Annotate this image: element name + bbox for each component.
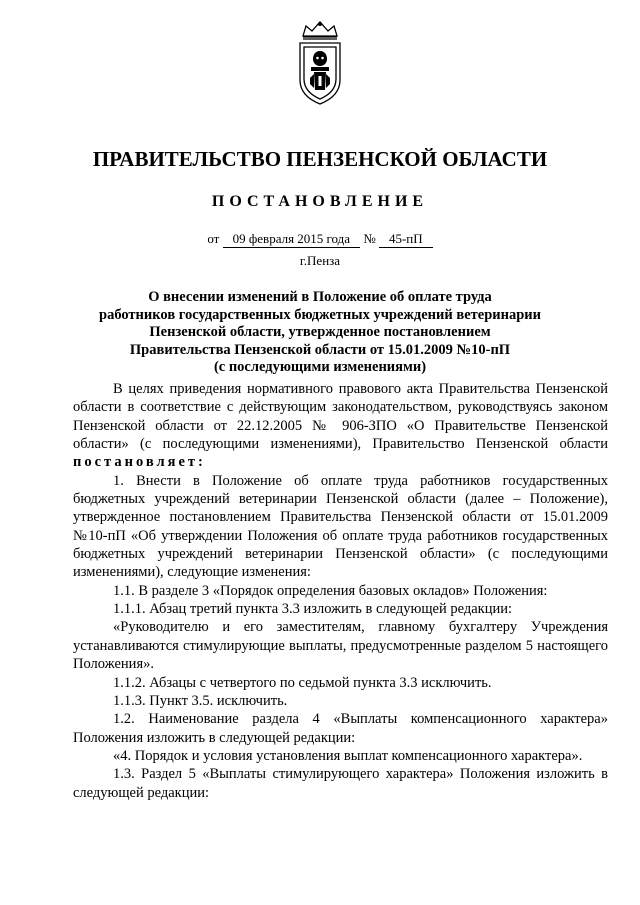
document-title (80, 289, 560, 377)
quoted-text: «4. Порядок и условия установления выплат компенсационного характера». (113, 747, 583, 764)
clause-1: 1. Внести в Положение об оплате труда работников государственных бюджетных учреждений ветеринарии Пензенской области (далее – Положение), утвержденное постановлением Правительства Пензенской области от 15.01.2009 №10-пП «Об утверждении Положения об оплате труда работников государственных бюджетных учреждений ветеринарии Пензенской области» (с последующими изменениями), следующие изменения: (73, 472, 608, 581)
document-number: 45-пП (379, 231, 433, 248)
clause-1-3: 1.3. Раздел 5 «Выплаты стимулирующего характера» Положения изложить в следующей редакции: (73, 766, 608, 801)
clause-1-1-2: 1.1.2. Абзацы с четвертого по седьмой пункта 3.3 исключить. (113, 674, 492, 691)
preamble-text: В целях приведения нормативного правового акта Правительства Пензенской области в соответствие с действующим законодательством, руководствуясь законом Пензенской области от 22.12.2005 № 906-ЗПО «О Правительстве Пензенской области» (с последующими изменениями), Правительство Пензенской области (73, 381, 608, 453)
document-date: 09 февраля 2015 года (223, 231, 360, 248)
organization-title: ПРАВИТЕЛЬСТВО ПЕНЗЕНСКОЙ ОБЛАСТИ (92, 147, 548, 171)
clause-1-2: 1.2. Наименование раздела 4 «Выплаты компенсационного характера» Положения изложить в следующей редакции: (73, 711, 608, 746)
title-line: О внесении изменений в Положение об оплате труда (148, 289, 492, 305)
title-line: Пензенской области, утвержденное постановлением (149, 324, 491, 340)
clause-1-1: 1.1. В разделе 3 «Порядок определения базовых окладов» Положения: (113, 582, 548, 599)
document-type: ПОСТАНОВЛЕНИЕ (211, 193, 429, 210)
number-sign: № (363, 231, 376, 246)
clause-1-1-3: 1.1.3. Пункт 3.5. исключить. (113, 692, 288, 709)
title-line: (с последующими изменениями) (213, 359, 427, 375)
document-body (73, 380, 608, 802)
city: г.Пенза (299, 253, 341, 268)
preamble-paragraph (73, 380, 608, 472)
clause-1-1-1: 1.1.1. Абзац третий пункта 3.3 изложить в следующей редакции: (113, 601, 512, 618)
coat-of-arms-icon (290, 18, 350, 108)
date-number-line (0, 231, 640, 248)
date-prefix: от (207, 231, 220, 246)
resolves-word: постановляет: (73, 454, 206, 471)
title-line: Правительства Пензенской области от 15.01.2009 №10-пП (129, 341, 511, 358)
quoted-text: «Руководителю и его заместителям, главному бухгалтеру Учреждения устанавливаются стимулирующие выплаты, предусмотренные разделом 5 настоящего Положения». (73, 619, 608, 673)
title-line: работников государственных бюджетных учреждений ветеринарии (99, 306, 541, 323)
